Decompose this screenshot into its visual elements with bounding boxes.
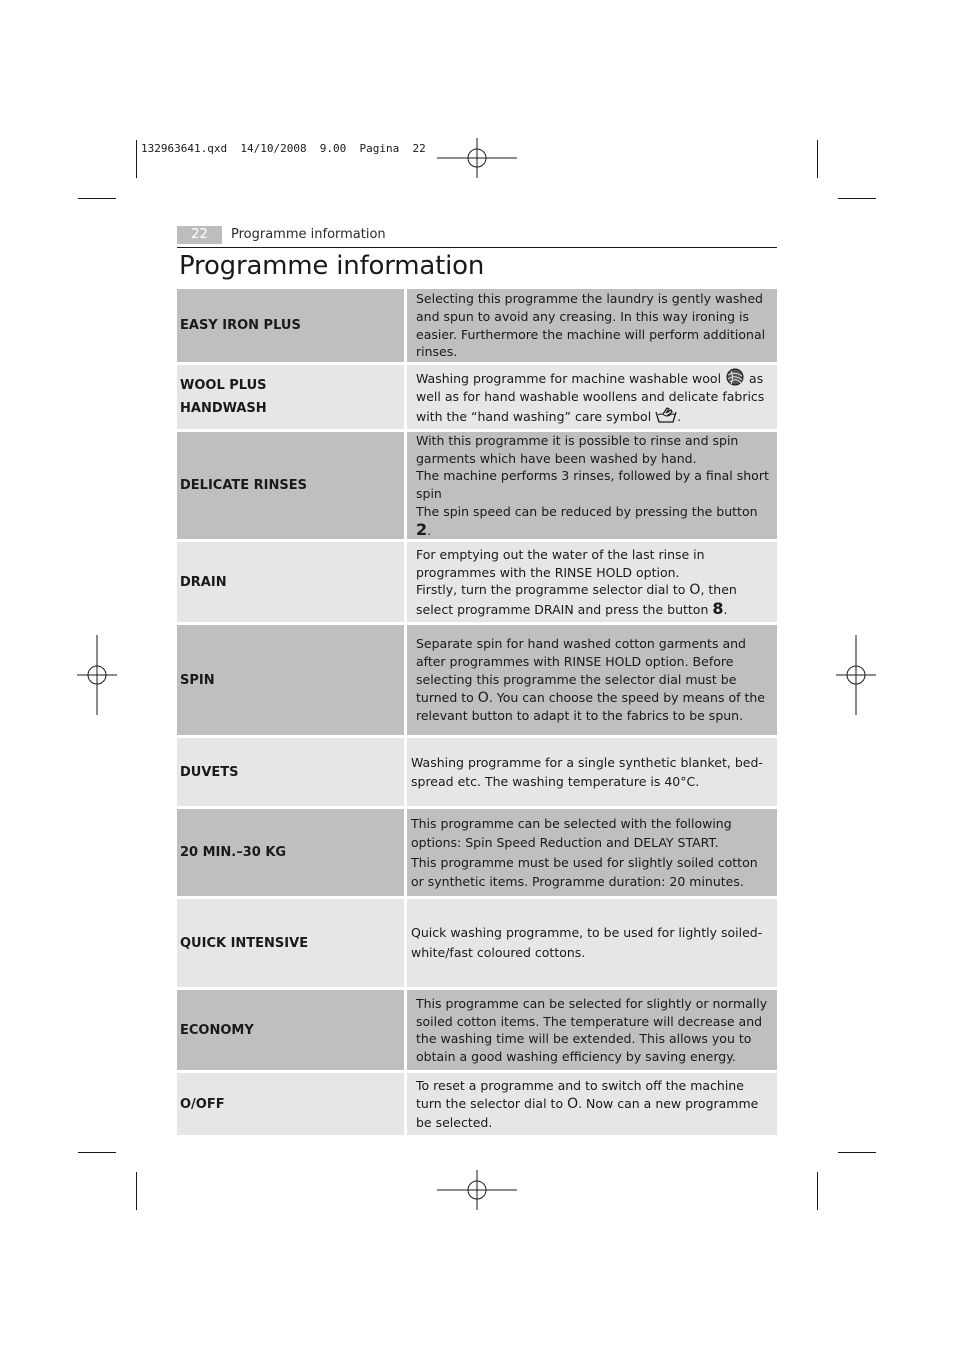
programme-name: DRAIN <box>177 542 407 622</box>
programme-description <box>407 625 777 735</box>
page-number: 22 <box>177 226 222 244</box>
running-head: Programme information <box>231 227 386 242</box>
dial-position: O <box>567 1095 579 1112</box>
programme-name: 20 MIN.–30 KG <box>177 809 407 896</box>
programme-description <box>407 1073 777 1135</box>
programme-description: This programme can be selected for slightly or normally soiled cotton items. The temperature will decrease and the washing time will be extended. This allows you to obtain a good washing efficiency by saving energy. <box>407 990 777 1070</box>
table-row <box>177 289 777 362</box>
programme-name-line: HANDWASH <box>180 401 267 416</box>
crop-mark <box>136 1172 137 1210</box>
table-row <box>177 625 777 735</box>
crop-mark <box>78 198 116 199</box>
programme-table <box>177 289 777 1135</box>
description-text: Separate spin for hand washed cotton garments and after programmes with RINSE HOLD option. Before selecting this programme the selector dial must be turned to <box>416 636 746 705</box>
description-text: The spin speed can be reduced by pressing the button <box>416 503 758 519</box>
programme-description <box>407 809 777 896</box>
table-row <box>177 1073 777 1135</box>
table-row <box>177 542 777 622</box>
description-text: The machine performs 3 rinses, followed by a final short spin <box>416 468 769 502</box>
table-row <box>177 365 777 429</box>
crop-mark <box>817 1172 818 1210</box>
description-text: This programme must be used for slightly soiled cotton or synthetic items. Programme duration: 20 minutes. <box>411 854 758 890</box>
description-text: . Now can a new programme be selected. <box>416 1095 759 1130</box>
button-number: 8 <box>712 598 724 618</box>
crop-mark <box>838 198 876 199</box>
crop-mark <box>136 140 137 178</box>
button-number: 2 <box>416 519 428 539</box>
table-row <box>177 990 777 1070</box>
dial-position: O <box>477 689 489 706</box>
description-text: This programme can be selected with the following options: Spin Speed Reduction and DELAY START. <box>411 815 732 851</box>
programme-description: Quick washing programme, to be used for lightly soiled-white/fast coloured cottons. <box>407 899 777 987</box>
description-text: , then select programme DRAIN and press the button <box>416 582 737 617</box>
description-text: . <box>677 408 682 424</box>
programme-description: Washing programme for a single synthetic blanket, bed-spread etc. The washing temperature is 40°C. <box>407 738 777 806</box>
description-text: To reset a programme and to switch off the machine turn the selector dial to <box>416 1078 744 1111</box>
table-row <box>177 809 777 896</box>
hand-wash-icon <box>655 406 677 424</box>
page-title: Programme information <box>179 251 485 281</box>
crop-mark <box>817 140 818 178</box>
programme-name: SPIN <box>177 625 407 735</box>
table-row <box>177 738 777 806</box>
programme-description <box>407 365 777 429</box>
crop-mark <box>838 1152 876 1153</box>
page-header <box>177 225 777 248</box>
programme-name: QUICK INTENSIVE <box>177 899 407 987</box>
description-text: For emptying out the water of the last rinse in programmes with the RINSE HOLD option. <box>416 546 705 580</box>
registration-mark <box>77 635 117 715</box>
description-text: Firstly, turn the programme selector dial to <box>416 582 686 598</box>
table-row <box>177 432 777 539</box>
print-slug: 132963641.qxd 14/10/2008 9.00 Pagina 22 <box>141 142 426 155</box>
table-row <box>177 899 777 987</box>
description-text: Washing programme for machine washable wool <box>416 371 722 387</box>
programme-description: Selecting this programme the laundry is gently washed and spun to avoid any creasing. In this way ironing is easier. Furthermore the machine will perform additional rinses. <box>407 289 777 362</box>
programme-name: EASY IRON PLUS <box>177 289 407 362</box>
registration-mark <box>437 1170 517 1210</box>
crop-mark <box>78 1152 116 1153</box>
dial-position: O <box>689 582 701 599</box>
description-text: . <box>723 601 728 617</box>
programme-description <box>407 542 777 622</box>
description-text: With this programme it is possible to rinse and spin garments which have been washed by hand. <box>416 433 739 466</box>
programme-description <box>407 432 777 539</box>
description-text: as well as for hand washable woollens and delicate fabrics with the “hand washing” care symbol <box>416 371 765 424</box>
registration-mark <box>437 138 517 178</box>
programme-name: ECONOMY <box>177 990 407 1070</box>
wool-ball-icon <box>725 368 745 386</box>
programme-name <box>177 365 407 429</box>
programme-name: DUVETS <box>177 738 407 806</box>
programme-name-line: WOOL PLUS <box>180 378 267 393</box>
description-text: . <box>427 522 432 538</box>
description-text: . You can choose the speed by means of the relevant button to adapt it to the fabrics to be spun. <box>416 689 765 724</box>
registration-mark <box>836 635 876 715</box>
programme-name: DELICATE RINSES <box>177 432 407 539</box>
programme-name: O/OFF <box>177 1073 407 1135</box>
